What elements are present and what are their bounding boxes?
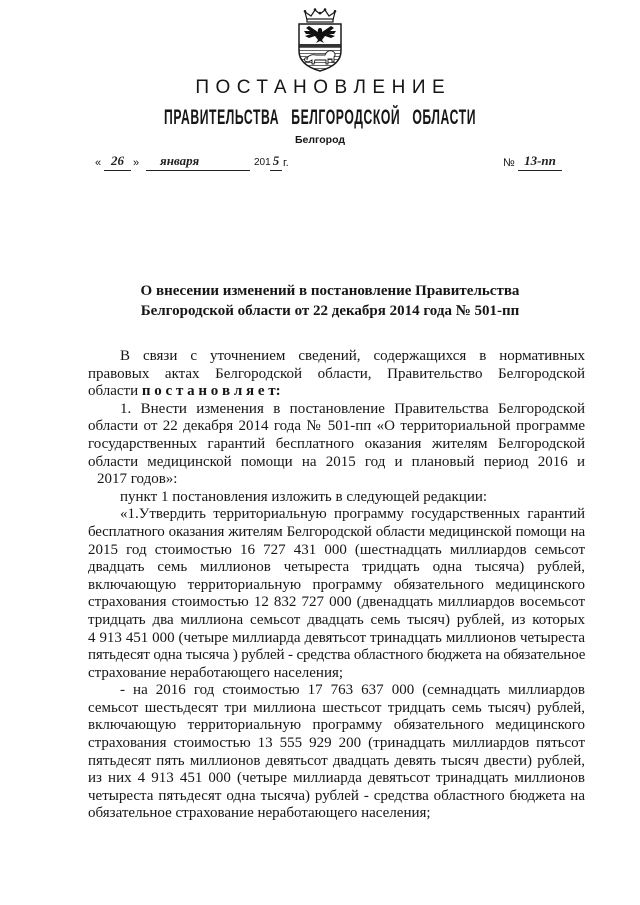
- body-line: пункт 1 постановления изложить в следующей редакции:: [120, 488, 488, 505]
- body-line: тридцать два миллиона семьсот двадцать семь тысяч) рублей, из которых: [88, 611, 585, 628]
- body-line: 2017 годов»:: [97, 471, 178, 488]
- date-open-quote: «: [95, 157, 102, 169]
- body-line: страхования стоимостью 13 555 929 200 (тринадцать миллиардов пятьсот: [88, 735, 585, 752]
- body-line: страхования стоимостью 12 832 727 000 (двенадцать миллиардов восемьсот: [88, 594, 585, 611]
- document-type-heading: ПОСТАНОВЛЕНИЕ: [195, 77, 452, 98]
- date-month: января: [146, 153, 250, 171]
- date-year-digit: 5: [270, 153, 282, 171]
- body-line: включающую территориальную программу обязательного медицинского: [88, 576, 585, 593]
- date-close-quote: »: [133, 157, 140, 169]
- body-line: семьсот шестьдесят три миллиона шестьсот тридцать семь тысяч) рублей,: [88, 699, 585, 716]
- body-line: области медицинской помощи на 2015 год и плановый период 2016 и: [88, 453, 585, 470]
- coat-of-arms-icon: [292, 7, 348, 73]
- decree-word: п о с т а н о в л я е т:: [141, 383, 281, 400]
- body-line: из них 4 913 451 000 (четыре миллиарда девятьсот тринадцать миллионов: [88, 770, 585, 787]
- document-body: [88, 348, 585, 823]
- coat-of-arms-svg: [292, 7, 348, 73]
- body-line: правовых актах Белгородской области, Правительство Белгородской: [88, 365, 585, 382]
- date-year-prefix: 201: [254, 157, 271, 168]
- body-line: двадцать семь миллионов четыреста тридцать одна тысяча) рублей,: [88, 559, 585, 576]
- body-line: пятьдесят пять миллионов девятьсот двадцать девять тысяч двести) рублей,: [88, 752, 585, 769]
- document-title: [80, 281, 580, 321]
- body-line: четыреста пятьдесят одна тысяча) рублей - средства областного бюджета на: [88, 787, 585, 804]
- body-line: обязательное страхование неработающего населения;: [88, 805, 431, 822]
- body-line: - на 2016 год стоимостью 17 763 637 000 (семнадцать миллиардов: [120, 682, 585, 699]
- body-line: бесплатного оказания жителям Белгородской области медицинской помощи на: [88, 523, 585, 540]
- document-number: 13-пп: [518, 153, 562, 171]
- body-line: В связи с уточнением сведений, содержащихся в нормативных: [120, 348, 585, 364]
- date-year-suffix: г.: [283, 157, 289, 169]
- title-line: О внесении изменений в постановление Правительства: [140, 283, 520, 299]
- body-line: включающую территориальную программу обязательного медицинского: [88, 717, 585, 734]
- body-line: 2015 год стоимостью 16 727 431 000 (шестнадцать миллиардов семьсот: [88, 541, 585, 558]
- date-day: 26: [104, 153, 131, 171]
- title-line: Белгородской области от 22 декабря 2014 года № 501-пп: [140, 303, 520, 319]
- body-line: пятьдесят одна тысяча ) рублей - средства областного бюджета на обязательное: [88, 647, 586, 664]
- authority-heading: [0, 106, 640, 132]
- body-line: «1.Утвердить территориальную программу государственных гарантий: [120, 506, 585, 523]
- body-line: 1. Внести изменения в постановление Правительства Белгородской: [120, 400, 585, 417]
- body-line: 4 913 451 000 (четыре миллиарда девятьсот тринадцать миллионов четыреста: [88, 629, 585, 646]
- city-label: Белгород: [294, 134, 346, 146]
- body-line: [88, 383, 585, 401]
- body-line: государственных гарантий бесплатного оказания жителям Белгородской: [88, 435, 585, 452]
- number-sign: №: [503, 157, 515, 169]
- authority-heading-text: ПРАВИТЕЛЬСТВА БЕЛГОРОДСКОЙ ОБЛАСТИ: [163, 106, 477, 129]
- body-line-text: области: [88, 383, 139, 400]
- body-line: области от 22 декабря 2014 года № 501-пп «О территориальной программе: [88, 418, 585, 435]
- body-line: страхование неработающего населения;: [88, 664, 344, 681]
